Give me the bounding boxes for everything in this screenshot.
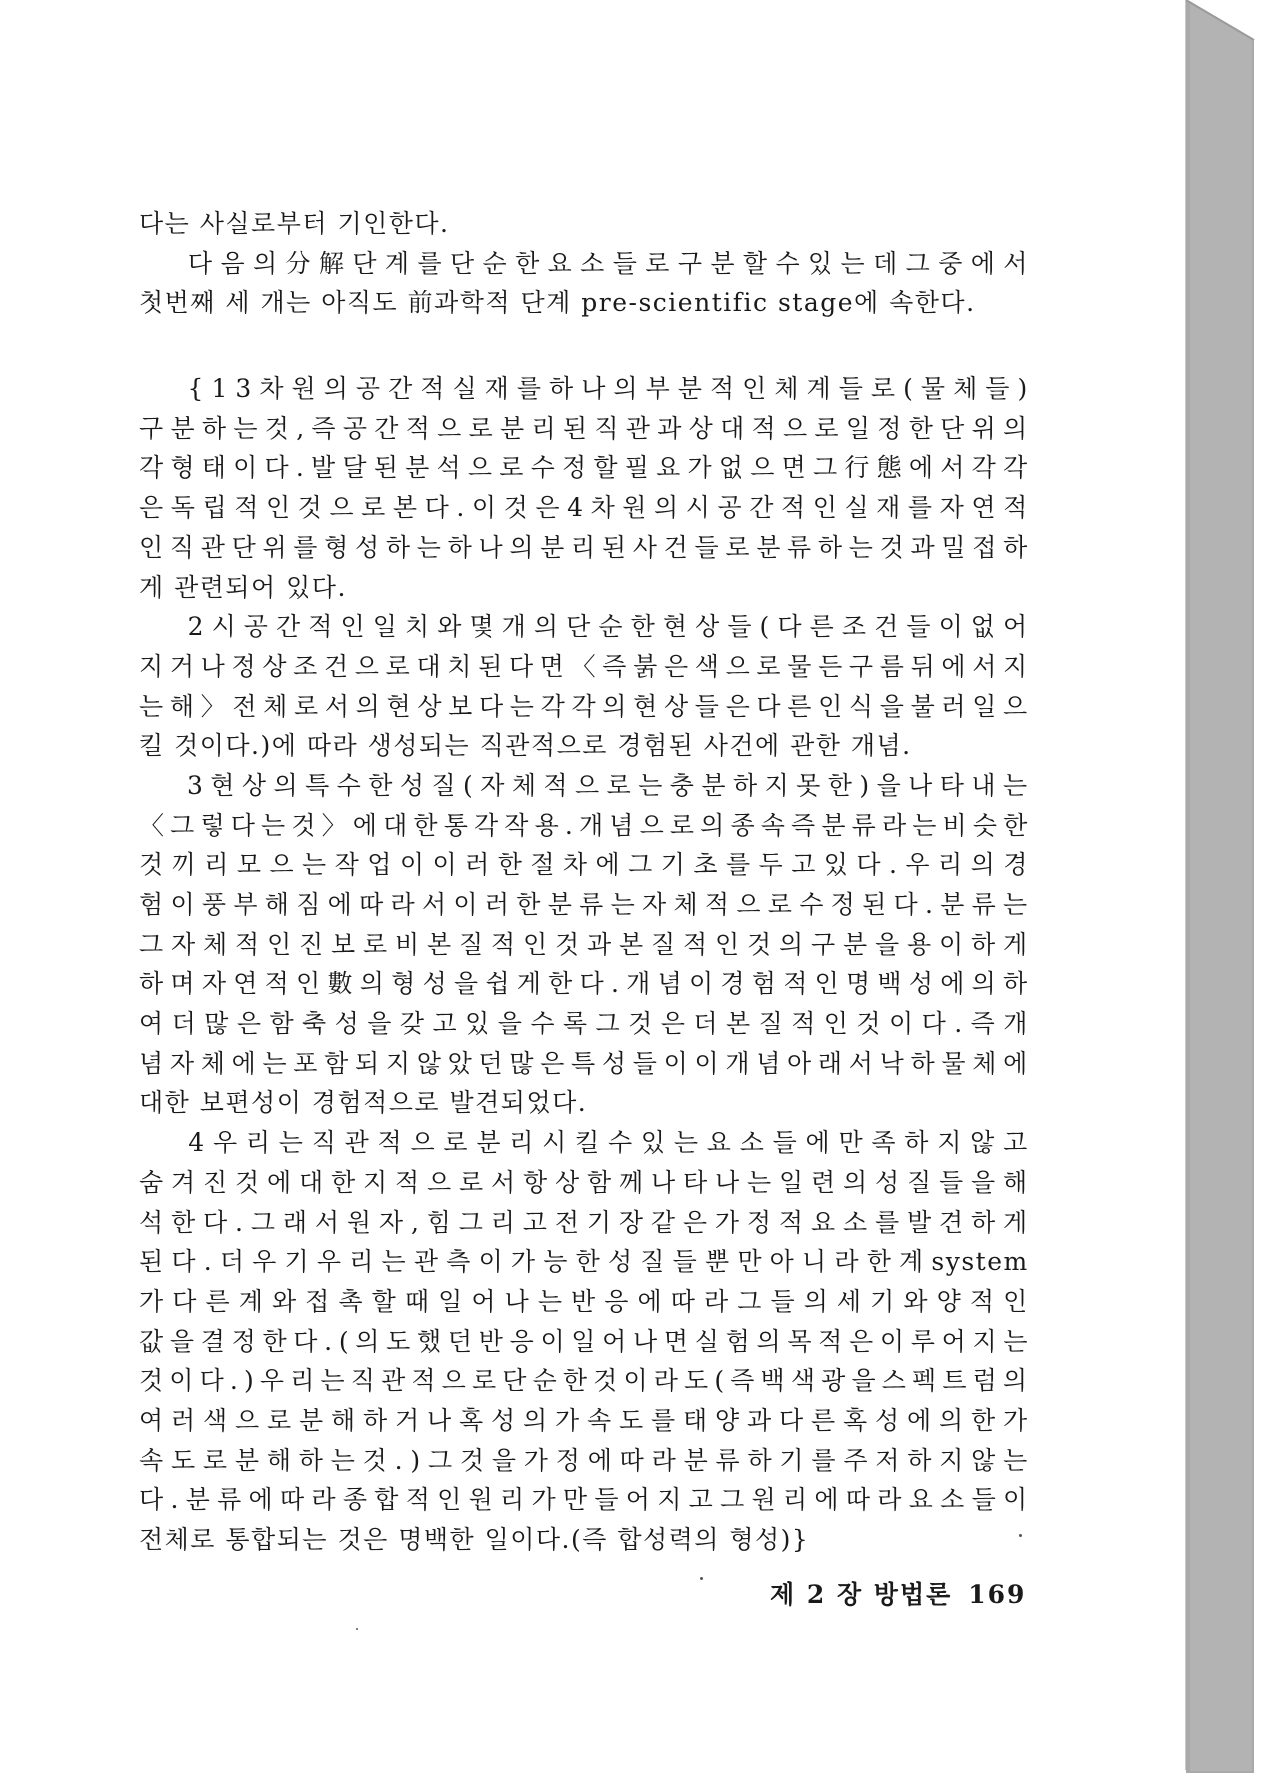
intro-paragraphs <box>139 204 1029 323</box>
print-speck <box>1019 1534 1022 1537</box>
text-line: 은 독 립 적 인 것 으 로 본 다 . 이 것 은 4 차 원 의 시 공 간 적 인 실 재 를 자 연 적 <box>139 493 1029 523</box>
text-line: 다는 사실로부터 기인한다. <box>139 209 450 238</box>
text-line: 〈 그 렇 다 는 것 〉 에 대 한 통 각 작 용 . 개 념 으 로 의 종 속 즉 분 류 라 는 비 슷 한 <box>139 810 1029 840</box>
text-line: 험 이 풍 부 해 짐 에 따 라 서 이 러 한 분 류 는 자 체 적 으 로 수 정 된 다 . 분 류 는 <box>139 890 1029 919</box>
text-line: 그 자 체 적 인 진 보 로 비 본 질 적 인 것 과 본 질 적 인 것 의 구 분 을 용 이 하 게 <box>139 929 1029 959</box>
text-line: 대한 보편성이 경험적으로 발견되었다. <box>139 1088 588 1118</box>
page-text-block <box>139 204 1029 1560</box>
print-speck <box>356 1628 358 1630</box>
text-line: 첫번째 세 개는 아직도 前과학적 단계 pre-scientific stage에 속한다. <box>139 288 976 318</box>
page-number: 169 <box>968 1580 1027 1609</box>
text-line: 된 다 . 더 우 기 우 리 는 관 측 이 가 능 한 성 질 들 뿐 만 아 니 라 한 계 system <box>139 1247 1029 1277</box>
text-line: 는 해 〉 전 체 로 서 의 현 상 보 다 는 각 각 의 현 상 들 은 다 른 인 식 을 불 러 일 으 <box>139 691 1029 721</box>
page-footer <box>770 1575 1026 1611</box>
text-line: 다 . 분 류 에 따 라 종 합 적 인 원 리 가 만 들 어 지 고 그 원 리 에 따 라 요 소 들 이 <box>139 1485 1029 1515</box>
text-line: 3 현 상 의 특 수 한 성 질 ( 자 체 적 으 로 는 충 분 하 지 못 한 ) 을 나 타 내 는 <box>186 770 1029 800</box>
text-line: 다 음 의 分 解 단 계 를 단 순 한 요 소 들 로 구 분 할 수 있 는 데 그 중 에 서 <box>187 248 1029 278</box>
text-line: { 1 3 차 원 의 공 간 적 실 재 를 하 나 의 부 분 적 인 체 계 들 로 ( 물 체 들 ) <box>187 374 1029 404</box>
text-line: 구 분 하 는 것 , 즉 공 간 적 으 로 분 리 된 직 관 과 상 대 적 으 로 일 정 한 단 위 의 <box>139 413 1029 443</box>
text-line: 속 도 로 분 해 하 는 것 . ) 그 것 을 가 정 에 따 라 분 류 하 기 를 주 저 하 지 않 는 <box>139 1445 1029 1475</box>
text-line: 인 직 관 단 위 를 형 성 하 는 하 나 의 분 리 된 사 건 들 로 분 류 하 는 것 과 밀 접 하 <box>139 532 1029 562</box>
text-line: 숨 겨 진 것 에 대 한 지 적 으 로 서 항 상 함 께 나 타 나 는 일 련 의 성 질 들 을 해 <box>139 1167 1029 1197</box>
chapter-title: 제 2 장 방법론 <box>770 1580 953 1609</box>
text-line: 각 형 태 이 다 . 발 달 된 분 석 으 로 수 정 할 필 요 가 없 으 면 그 行 態 에 서 각 각 <box>139 453 1029 483</box>
text-line: 것 끼 리 모 으 는 작 업 이 이 러 한 절 차 에 그 기 초 를 두 고 있 다 . 우 리 의 경 <box>139 850 1029 880</box>
text-line: 여 더 많 은 함 축 성 을 갖 고 있 을 수 록 그 것 은 더 본 질 적 인 것 이 다 . 즉 개 <box>139 1009 1029 1039</box>
text-line: 석 한 다 . 그 래 서 원 자 , 힘 그 리 고 전 기 장 같 은 가 정 적 요 소 를 발 견 하 게 <box>139 1207 1029 1237</box>
text-line: 념 자 체 에 는 포 함 되 지 않 았 던 많 은 특 성 들 이 이 개 념 아 래 서 낙 하 물 체 에 <box>139 1048 1029 1078</box>
text-line: 전체로 통합되는 것은 명백한 일이다.(즉 합성력의 형성)} <box>139 1525 810 1554</box>
text-line: 게 관련되어 있다. <box>139 572 347 602</box>
text-line: 2 시 공 간 적 인 일 치 와 몇 개 의 단 순 한 현 상 들 ( 다 른 조 건 들 이 없 어 <box>187 612 1029 642</box>
text-line: 킬 것이다.)에 따라 생성되는 직관적으로 경험된 사건에 관한 개념. <box>139 731 912 761</box>
text-line: 4 우 리 는 직 관 적 으 로 분 리 시 킬 수 있 는 요 소 들 에 만 족 하 지 않 고 <box>188 1128 1029 1158</box>
text-line: 여 러 색 으 로 분 해 하 거 나 혹 성 의 가 속 도 를 태 양 과 다 른 혹 성 에 의 한 가 <box>139 1405 1029 1435</box>
text-line: 값 을 결 정 한 다 . ( 의 도 했 던 반 응 이 일 어 나 면 실 험 의 목 적 은 이 루 어 지 는 <box>139 1326 1029 1356</box>
paragraph-spacer <box>139 323 1029 369</box>
book-edge-face <box>1190 2 1252 1771</box>
text-line: 지 거 나 정 상 조 건 으 로 대 치 된 다 면 〈 즉 붉 은 색 으 로 물 든 구 름 뒤 에 서 지 <box>139 651 1029 681</box>
main-paragraphs <box>139 369 1029 1560</box>
text-line: 가 다 른 계 와 접 촉 할 때 일 어 나 는 반 응 에 따 라 그 들 의 세 기 와 양 적 인 <box>139 1286 1029 1316</box>
text-line: 것 이 다 . ) 우 리 는 직 관 적 으 로 단 순 한 것 이 라 도 ( 즉 백 색 광 을 스 펙 트 럼 의 <box>139 1366 1029 1396</box>
text-line: 하 며 자 연 적 인 數 의 형 성 을 쉽 게 한 다 . 개 념 이 경 험 적 인 명 백 성 에 의 하 <box>139 969 1029 999</box>
print-speck <box>700 1577 703 1580</box>
